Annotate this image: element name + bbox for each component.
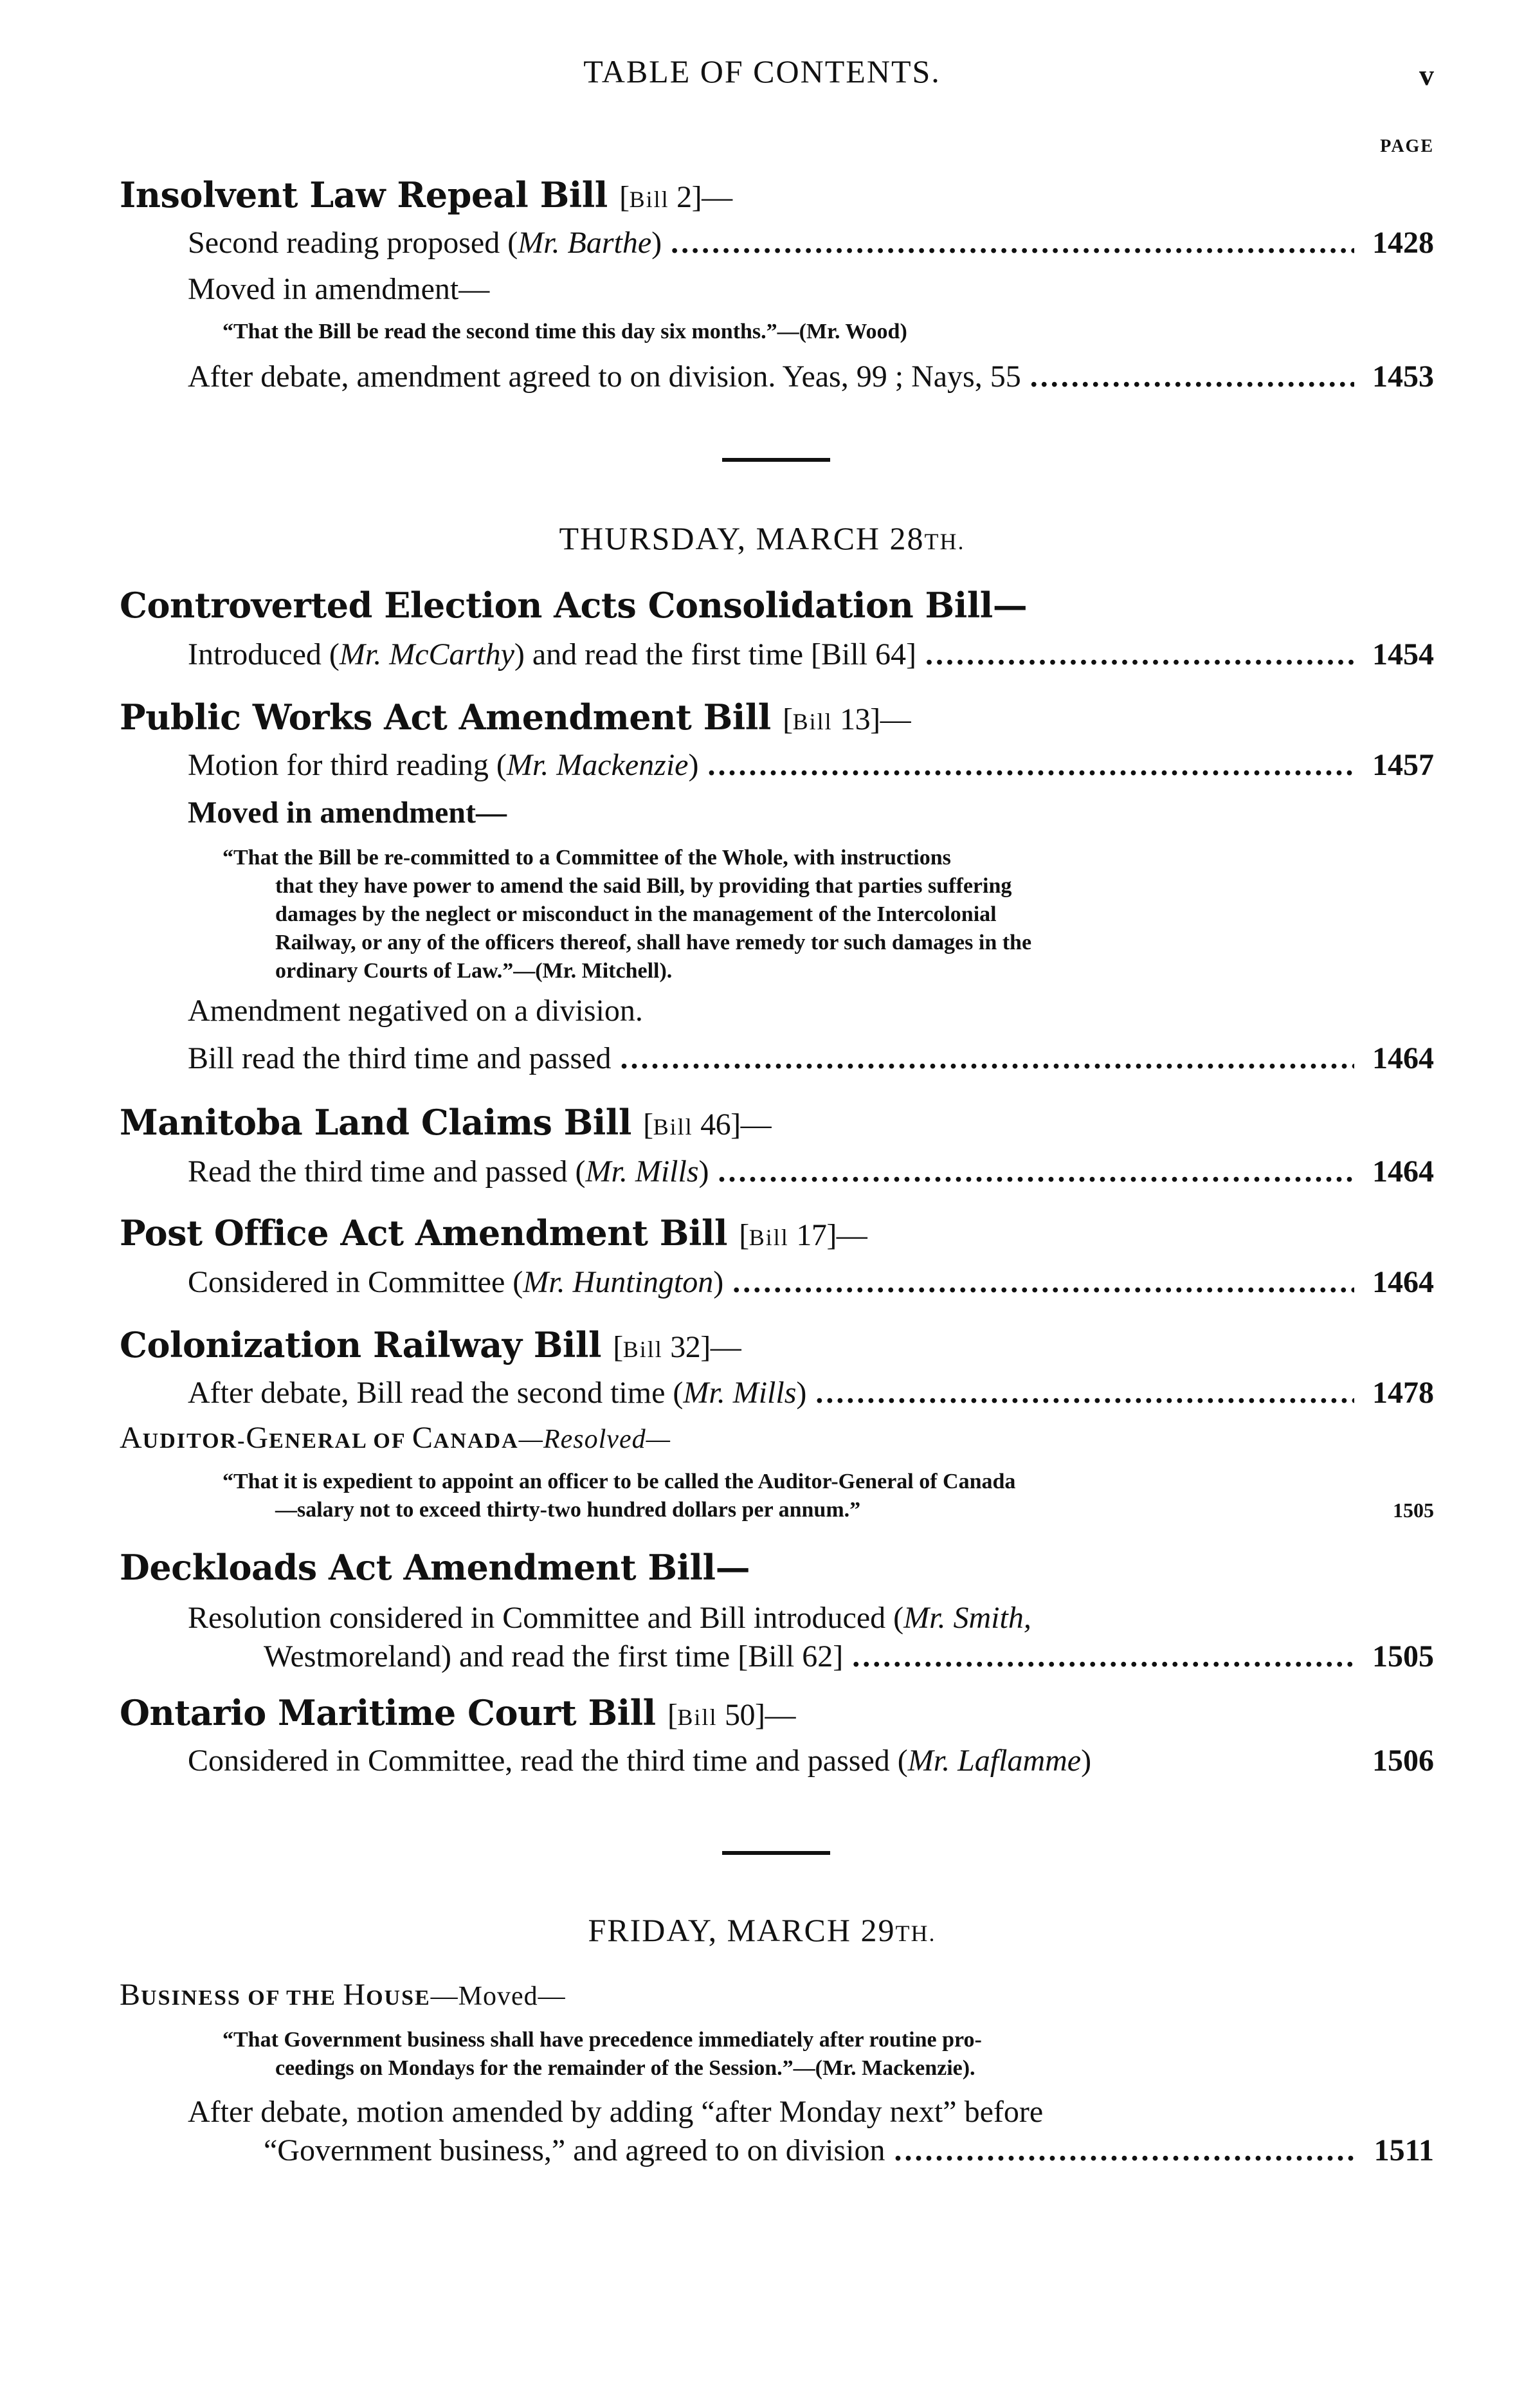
page-ref: 1505	[1393, 1499, 1434, 1522]
bill-heading-public-works	[120, 696, 911, 743]
entry-text: Resolution considered in Committee and Bill introduced (Mr. Smith,	[188, 1601, 1031, 1635]
bill-reference: [Bill 13]—	[783, 702, 911, 736]
entry-text: Westmoreland) and read the first time [Bill 62]	[264, 1639, 844, 1674]
bill-title: Controverted Election Acts Consolidation Bill—	[120, 585, 1028, 626]
entry-text: Considered in Committee (Mr. Huntington)	[188, 1265, 724, 1299]
section-rule	[722, 1851, 830, 1855]
page-ref: 1457	[1372, 748, 1434, 782]
amendment-quote: “That the Bill be read the second time this day six months.”—(Mr. Wood)	[222, 320, 907, 343]
bill-title: Deckloads Act Amendment Bill—	[120, 1547, 750, 1588]
bill-heading-deckloads	[120, 1546, 750, 1589]
leader-dots	[815, 1374, 1354, 1412]
entry-text: “Government business,” and agreed to on division	[264, 2133, 885, 2167]
leader-dots	[852, 1637, 1354, 1676]
leader-dots	[621, 1039, 1355, 1078]
page-ref: 1506	[1372, 1744, 1434, 1778]
bill-heading-colonization-railway	[120, 1324, 741, 1371]
bill-reference: [Bill 46]—	[643, 1108, 772, 1142]
page-ref: 1511	[1374, 2133, 1434, 2167]
resolution-heading-auditor-general: AUDITOR-GENERAL OF CANADA—Resolved—	[120, 1421, 671, 1455]
amendment-quote: “That the Bill be re-committed to a Committee of the Whole, with instructions that they have power to amend the said Bill, by providing that parties suffering damages by the neglect or misconduct in the management of the Intercolonial Railway, or any of the officers thereof, shall have remedy tor such damages in the ordinary Courts of Law.”—(Mr. Mitchell).	[222, 846, 1032, 983]
toc-entry	[188, 224, 1434, 262]
bill-title: Colonization Railway Bill	[120, 1324, 601, 1365]
running-head: TABLE OF CONTENTS.	[583, 53, 941, 89]
bill-heading-ontario-maritime	[120, 1692, 795, 1738]
bill-reference: [Bill 32]—	[613, 1330, 741, 1364]
moved-in-amendment: Moved in amendment—	[188, 796, 507, 830]
toc-entry	[188, 1263, 1434, 1302]
leader-dots	[718, 1153, 1355, 1191]
quote-text: “That it is expedient to appoint an officer to be called the Auditor-General of Canada —salary not to exceed thirty-two hundred dollars per annum.”	[222, 1470, 1016, 1522]
date-heading-friday: FRIDAY, MARCH 29TH.	[588, 1912, 936, 1948]
entry-text: Introduced (Mr. McCarthy) and read the first time [Bill 64]	[188, 637, 917, 671]
page-ref: 1453	[1372, 360, 1434, 394]
bill-title: Insolvent Law Repeal Bill	[120, 174, 608, 215]
page-column-label: PAGE	[1380, 136, 1434, 156]
leader-dots	[894, 2131, 1354, 2170]
entry-text: After debate, Bill read the second time (Mr. Mills)	[188, 1376, 807, 1410]
leader-dots	[707, 746, 1354, 785]
bill-title: Public Works Act Amendment Bill	[120, 697, 771, 738]
bill-heading-controverted-election	[120, 584, 1027, 626]
toc-entry	[188, 746, 1434, 785]
toc-entry	[188, 1742, 1434, 1780]
resolution-quote	[222, 1468, 1434, 1524]
page-ref: 1428	[1372, 226, 1434, 260]
entry-text: Bill read the third time and passed	[188, 1041, 612, 1075]
bill-title: Manitoba Land Claims Bill	[120, 1102, 631, 1143]
leader-dots	[671, 224, 1354, 262]
moved-in-amendment: Moved in amendment—	[188, 272, 490, 306]
bill-reference: [Bill 50]—	[667, 1698, 795, 1732]
toc-entry	[188, 1374, 1434, 1412]
page-number: v	[1419, 59, 1434, 91]
toc-entry	[188, 1153, 1434, 1191]
page-ref: 1505	[1372, 1639, 1434, 1674]
bill-reference: [Bill 2]—	[619, 180, 732, 214]
page-ref: 1454	[1372, 637, 1434, 671]
entry-text: Read the third time and passed (Mr. Mills)	[188, 1154, 709, 1189]
bill-heading-manitoba-land	[120, 1101, 771, 1148]
entry-text: Considered in Committee, read the third time and passed (Mr. Laflamme)	[188, 1744, 1092, 1778]
entry-text: Motion for third reading (Mr. Mackenzie)	[188, 748, 699, 782]
bill-heading-post-office	[120, 1212, 867, 1259]
entry-text: After debate, amendment agreed to on division. Yeas, 99 ; Nays, 55	[188, 360, 1021, 394]
bill-title: Ontario Maritime Court Bill	[120, 1692, 656, 1733]
date-heading-thursday: THURSDAY, MARCH 28TH.	[559, 520, 965, 556]
page-ref: 1464	[1372, 1154, 1434, 1189]
motion-heading-business-of-house: BUSINESS OF THE HOUSE—Moved—	[120, 1978, 566, 2012]
toc-entry	[188, 1039, 1434, 1078]
toc-entry	[188, 635, 1434, 674]
toc-entry	[188, 2093, 1434, 2170]
leader-dots	[925, 635, 1354, 674]
page-ref: 1478	[1372, 1376, 1434, 1410]
bill-heading-insolvent-law	[120, 174, 732, 221]
entry-text: Second reading proposed (Mr. Barthe)	[188, 226, 662, 260]
leader-dots	[1030, 358, 1354, 396]
motion-quote: “That Government business shall have precedence immediately after routine pro- ceedings on Mondays for the remainder of the Session.”—(Mr. Mackenzie).	[222, 2028, 982, 2080]
bill-reference: [Bill 17]—	[739, 1218, 867, 1252]
page-ref: 1464	[1372, 1265, 1434, 1299]
toc-entry	[188, 1599, 1434, 1676]
toc-entry	[188, 358, 1434, 396]
bill-title: Post Office Act Amendment Bill	[120, 1212, 727, 1254]
amendment-negatived: Amendment negatived on a division.	[188, 994, 643, 1028]
leader-dots	[732, 1263, 1354, 1302]
section-rule	[722, 458, 830, 462]
entry-text: After debate, motion amended by adding “after Monday next” before	[188, 2095, 1044, 2129]
page-ref: 1464	[1372, 1041, 1434, 1075]
